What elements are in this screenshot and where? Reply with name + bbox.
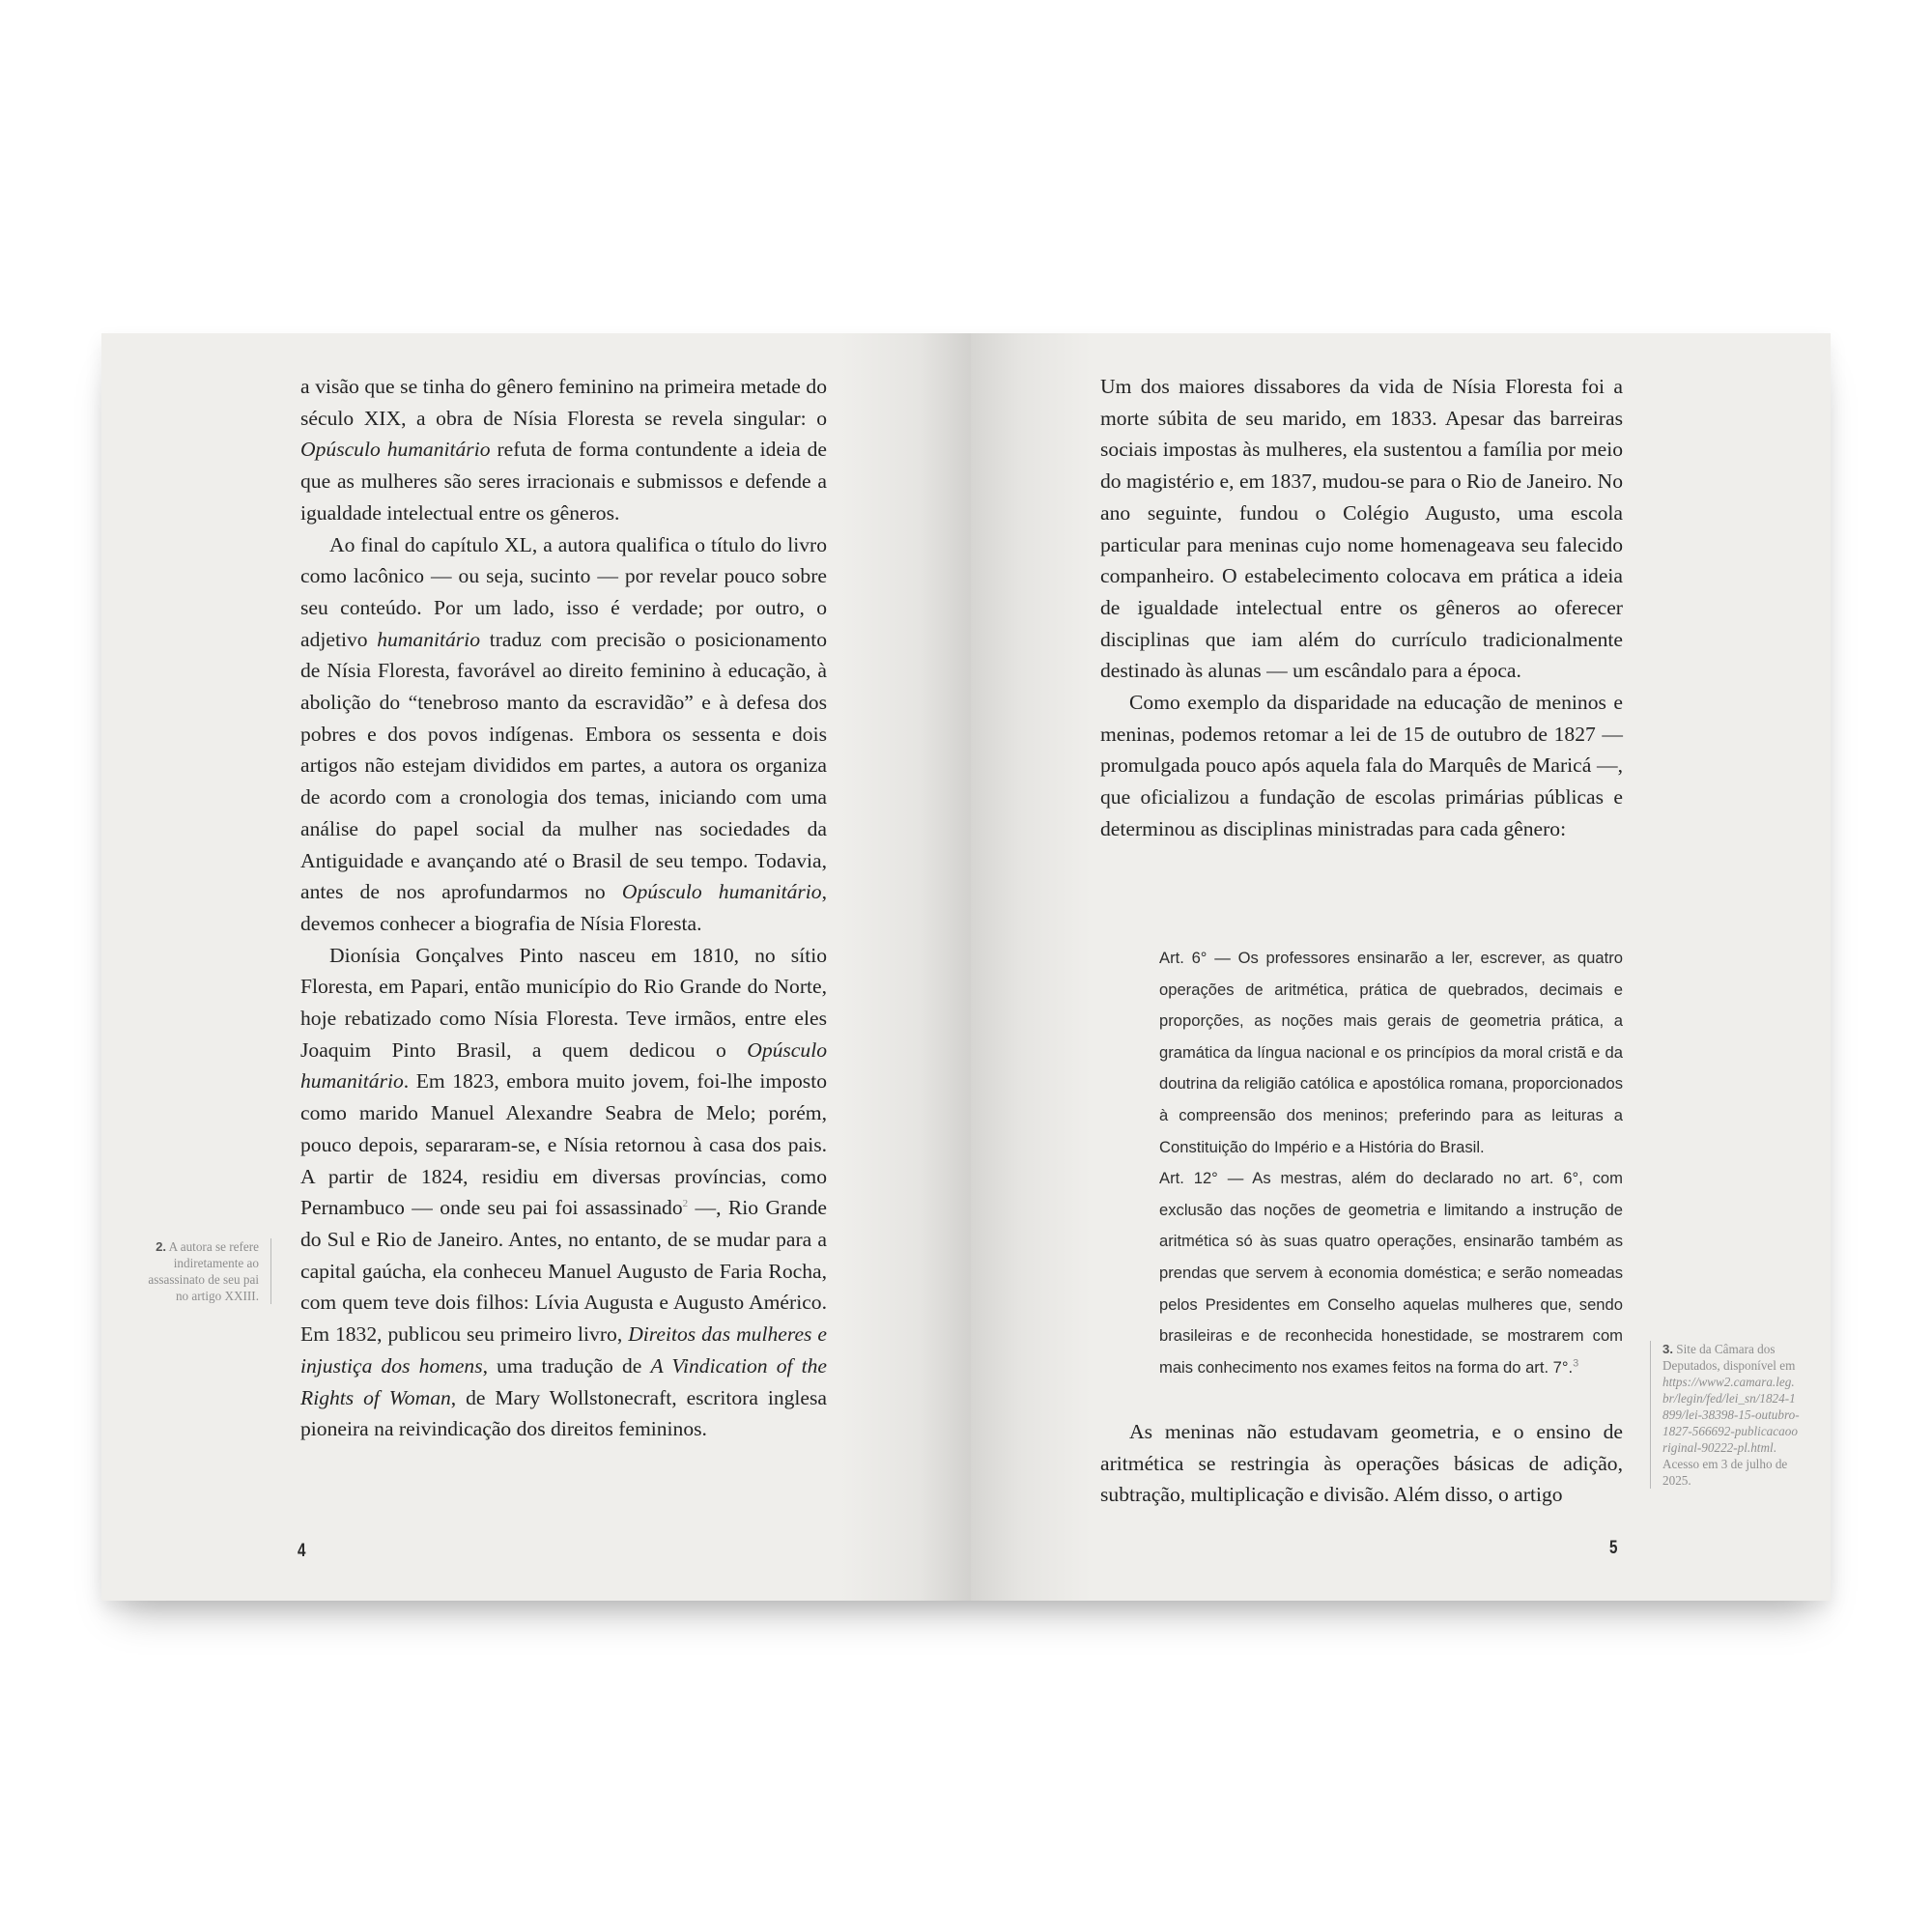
text-run: traduz com precisão o posicionamento de Nísia Floresta, favorável ao direito feminino à educação, à abolição do “tenebroso manto da escravidão” e à defesa dos pobres e dos povos indígenas. Embora os sessenta e dois artigos não estejam divididos em partes, a autora os organiza de acordo com a cronologia dos temas, iniciando com uma análise do papel social da mulher nas sociedades da Antiguidade e avançando até o Brasil de seu tempo. Todavia, antes de nos aprofundarmos no (300, 627, 827, 904)
left-body-text (300, 371, 827, 1445)
paragraph (300, 371, 827, 529)
text-run: Dionísia Gonçalves Pinto nasceu em 1810, no sítio Floresta, em Papari, então município do Rio Grande do Norte, hoje rebatizado como Nísia Floresta. Teve irmãos, entre eles Joaquim Pinto Brasil, a quem dedicou o (300, 943, 827, 1062)
paragraph (1100, 371, 1623, 687)
paragraph (1100, 687, 1623, 845)
footnote-3-text-a: Site da Câmara dos Deputados, disponível em (1662, 1342, 1796, 1373)
italic-text: Direitos das mulheres e injustiça dos homens (300, 1322, 827, 1378)
closing-paragraph (1100, 1416, 1623, 1511)
footnote-3-text-b: . Acesso em 3 de julho de 2025. (1662, 1440, 1788, 1488)
paragraph (300, 529, 827, 940)
paragraph (300, 940, 827, 1445)
footnote-2-text: A autora se refere indiretamente ao assassinato de seu pai no artigo XXIII. (148, 1239, 259, 1303)
right-body-text (1100, 371, 1623, 845)
footnote-3 (1650, 1341, 1800, 1489)
text-run: Como exemplo da disparidade na educação de meninos e meninas, podemos retomar a lei de 15 de outubro de 1827 — promulgada pouco após aquela fala do Marquês de Maricá —, que oficializou a fundação de escolas primárias públicas e determinou as disciplinas ministradas para cada gênero: (1100, 691, 1623, 840)
footnote-3-url: https://www2.camara.leg.br/legin/fed/lei_sn/1824-1899/lei-38398-15-outubro-1827-566692-publicacaooriginal-90222-pl.html (1662, 1375, 1800, 1455)
page-number-right: 5 (1609, 1538, 1618, 1558)
paragraph (1159, 943, 1623, 1163)
italic-text: Opúsculo humanitário (621, 880, 822, 904)
footnote-2-number: 2. (156, 1239, 167, 1254)
law-quote (1159, 943, 1623, 1383)
text-run: , uma tradução de (482, 1353, 651, 1378)
text-run: Ao final do capítulo XL, a autora qualifica o título do livro como lacônico — ou seja, sucinto — por revelar pouco sobre seu conteúdo. Por um lado, isso é verdade; por outro, o adjetivo (300, 532, 827, 651)
text-run: , de Mary Wollstonecraft, escritora inglesa pioneira na reivindicação dos direitos femininos. (300, 1385, 827, 1441)
text-run: Um dos maiores dissabores da vida de Nísia Floresta foi a morte súbita de seu marido, em 1833. Apesar das barreiras sociais impostas às mulheres, ela sustentou a família por meio do magistério e, em 1837, mudou-se para o Rio de Janeiro. No ano seguinte, fundou o Colégio Augusto, uma escola particular para meninas cujo nome homenageava seu falecido companheiro. O estabelecimento colocava em prática a ideia de igualdade intelectual entre os gêneros ao oferecer disciplinas que iam além do currículo tradicionalmente destinado às alunas — um escândalo para a época. (1100, 375, 1623, 683)
text-run: Art. 6° — Os professores ensinarão a ler, escrever, as quatro operações de aritmética, prática de quebrados, decimais e proporções, as noções mais gerais de geometria prática, a gramática da língua nacional e os princípios da moral cristã e da doutrina da religião católica e apostólica romana, proporcionados à compreensão dos meninos; preferindo para as leituras a Constituição do Império e a História do Brasil. (1159, 949, 1623, 1156)
text-run: —, Rio Grande do Sul e Rio de Janeiro. Antes, no entanto, de se mudar para a capital gaúcha, ela conheceu Manuel Augusto de Faria Rocha, com quem teve dois filhos: Lívia Augusta e Augusto Américo. Em 1832, publicou seu primeiro livro, (300, 1196, 827, 1347)
text-run: refuta de forma contundente a ideia de que as mulheres são seres irracionais e submissos e defende a igualdade intelectual entre os gêneros. (300, 438, 827, 525)
italic-text: A Vindication of the Rights of Woman (300, 1353, 828, 1409)
footnote-3-number: 3. (1662, 1342, 1673, 1356)
text-run: Art. 12° — As mestras, além do declarado no art. 6°, com exclusão das noções de geometria e limitando a instrução de aritmética só às suas quatro operações, ensinarão também as prendas que servem à economia doméstica; e serão nomeadas pelos Presidentes em Conselho aquelas mulheres que, sendo brasileiras e de reconhecida honestidade, se mostrarem com mais conhecimento nos exames feitos na forma do art. 7°. (1159, 1169, 1623, 1377)
italic-text: humanitário (377, 627, 481, 651)
footnote-marker: 3 (1573, 1357, 1579, 1370)
footnote-2 (135, 1238, 271, 1304)
text-run: , devemos conhecer a biografia de Nísia Floresta. (300, 880, 827, 935)
italic-text: Opúsculo humanitário (300, 438, 491, 462)
footnote-marker: 2 (682, 1198, 689, 1210)
paragraph (1159, 1163, 1623, 1383)
right-body-closing (1100, 1416, 1623, 1511)
text-run: a visão que se tinha do gênero feminino na primeira metade do século XIX, a obra de Nísia Floresta se revela singular: o (300, 375, 827, 430)
text-run: As meninas não estudavam geometria, e o ensino de aritmética se restringia às operações básicas de adição, subtração, multiplicação e divisão. Além disso, o artigo (1100, 1420, 1623, 1507)
text-run: . Em 1823, embora muito jovem, foi-lhe imposto como marido Manuel Alexandre Seabra de Melo; porém, pouco depois, separaram-se, e Nísia retornou à casa dos pais. A partir de 1824, residiu em diversas províncias, como Pernambuco — onde seu pai foi assassinado (300, 1069, 827, 1220)
italic-text: Opúsculo humanitário (300, 1037, 827, 1094)
page-number-left: 4 (298, 1541, 306, 1561)
